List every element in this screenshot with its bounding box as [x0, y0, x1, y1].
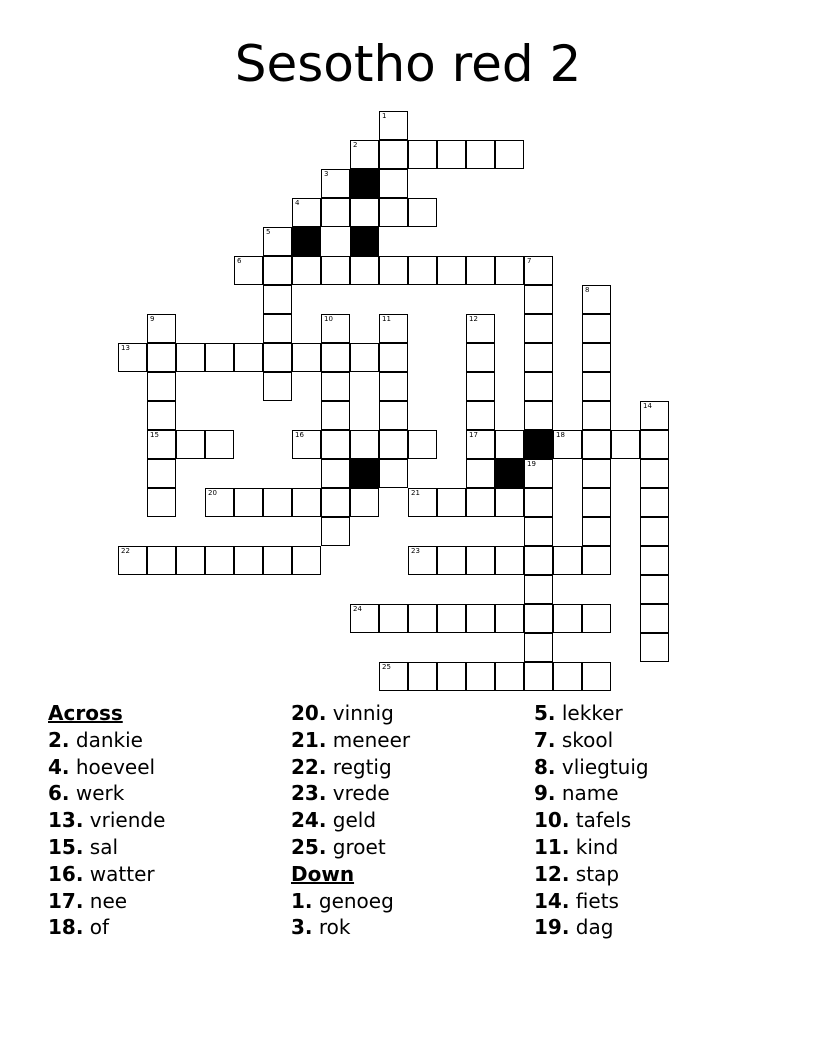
crossword-cell[interactable] [582, 488, 611, 517]
crossword-cell[interactable] [524, 662, 553, 691]
crossword-cell[interactable] [437, 662, 466, 691]
crossword-cell[interactable] [466, 401, 495, 430]
cell-number: 3 [324, 170, 329, 178]
crossword-cell[interactable] [205, 546, 234, 575]
cell-number: 1 [382, 112, 387, 120]
crossword-cell[interactable] [466, 140, 495, 169]
crossword-cell[interactable] [379, 256, 408, 285]
crossword-cell[interactable] [263, 314, 292, 343]
crossword-cell[interactable] [321, 517, 350, 546]
crossword-cell[interactable] [582, 459, 611, 488]
crossword-cell[interactable] [495, 140, 524, 169]
crossword-cell[interactable] [263, 256, 292, 285]
cell-number: 16 [295, 431, 304, 439]
cell-number: 13 [121, 344, 130, 352]
crossword-cell[interactable] [582, 430, 611, 459]
crossword-cell[interactable] [350, 256, 379, 285]
crossword-cell[interactable] [379, 662, 408, 691]
crossword-cell[interactable] [321, 314, 350, 343]
crossword-cell[interactable] [466, 430, 495, 459]
crossword-cell[interactable] [350, 140, 379, 169]
crossword-cell[interactable] [408, 140, 437, 169]
clue-across-15: 15. sal [48, 834, 119, 859]
crossword-cell[interactable] [234, 256, 263, 285]
crossword-cell[interactable] [205, 488, 234, 517]
crossword-cell[interactable] [408, 488, 437, 517]
clue-down-14: 14. fiets [534, 888, 619, 913]
cell-number: 20 [208, 489, 217, 497]
crossword-cell[interactable] [147, 314, 176, 343]
crossword-cell[interactable] [147, 343, 176, 372]
crossword-cell[interactable] [553, 662, 582, 691]
crossword-cell[interactable] [321, 372, 350, 401]
crossword-cell[interactable] [292, 488, 321, 517]
cell-number: 12 [469, 315, 478, 323]
crossword-cell[interactable] [437, 140, 466, 169]
cell-number: 17 [469, 431, 478, 439]
crossword-cell[interactable] [379, 430, 408, 459]
crossword-cell[interactable] [350, 604, 379, 633]
crossword-cell[interactable] [176, 343, 205, 372]
clue-column-1 [48, 700, 165, 941]
crossword-cell[interactable] [379, 459, 408, 488]
crossword-cell[interactable] [437, 256, 466, 285]
crossword-cell[interactable] [321, 343, 350, 372]
crossword-cell[interactable] [640, 633, 669, 662]
crossword-cell[interactable] [379, 198, 408, 227]
clue-across-24: 24. geld [291, 808, 377, 833]
crossword-cell[interactable] [466, 256, 495, 285]
clue-across-18: 18. of [48, 915, 110, 940]
crossword-cell[interactable] [321, 256, 350, 285]
crossword-cell[interactable] [408, 198, 437, 227]
clue-down-7: 7. skool [534, 727, 614, 752]
crossword-cell[interactable] [379, 343, 408, 372]
crossword-cell[interactable] [466, 372, 495, 401]
crossword-cell[interactable] [466, 488, 495, 517]
cell-number: 21 [411, 489, 420, 497]
crossword-cell[interactable] [524, 343, 553, 372]
clue-across-23: 23. vrede [291, 781, 390, 806]
crossword-cell[interactable] [524, 285, 553, 314]
crossword-cell[interactable] [582, 401, 611, 430]
cell-number: 5 [266, 228, 271, 236]
crossword-cell[interactable] [437, 546, 466, 575]
crossword-cell[interactable] [640, 517, 669, 546]
crossword-cell[interactable] [321, 198, 350, 227]
crossword-cell[interactable] [234, 546, 263, 575]
cell-number: 23 [411, 547, 420, 555]
crossword-cell[interactable] [640, 546, 669, 575]
crossword-cell[interactable] [379, 372, 408, 401]
crossword-cell[interactable] [408, 604, 437, 633]
crossword-cell[interactable] [495, 662, 524, 691]
cell-number: 19 [527, 460, 536, 468]
crossword-cell[interactable] [524, 546, 553, 575]
crossword-cell[interactable] [379, 401, 408, 430]
crossword-cell[interactable] [524, 604, 553, 633]
crossword-cell[interactable] [611, 430, 640, 459]
crossword-cell[interactable] [176, 430, 205, 459]
crossword-cell[interactable] [466, 314, 495, 343]
clue-down-9: 9. name [534, 781, 619, 806]
clue-down-11: 11. kind [534, 834, 619, 859]
crossword-cell[interactable] [466, 459, 495, 488]
crossword-cell[interactable] [379, 314, 408, 343]
clue-column-3 [534, 700, 649, 941]
down-heading: Down [291, 861, 355, 886]
crossword-cell[interactable] [524, 575, 553, 604]
clue-across-25: 25. groet [291, 834, 386, 859]
crossword-cell[interactable] [350, 430, 379, 459]
crossword-cell[interactable] [437, 604, 466, 633]
crossword-cell[interactable] [147, 459, 176, 488]
crossword-cell[interactable] [147, 546, 176, 575]
crossword-cell[interactable] [640, 604, 669, 633]
crossword-cell[interactable] [147, 401, 176, 430]
crossword-cell[interactable] [640, 488, 669, 517]
cell-number: 9 [150, 315, 155, 323]
crossword-cell[interactable] [640, 575, 669, 604]
crossword-cell[interactable] [118, 546, 147, 575]
crossword-cell[interactable] [495, 430, 524, 459]
crossword-cell[interactable] [495, 488, 524, 517]
crossword-cell[interactable] [582, 517, 611, 546]
cell-number: 2 [353, 141, 358, 149]
clue-across-13: 13. vriende [48, 808, 166, 833]
crossword-cell[interactable] [321, 401, 350, 430]
cell-number: 18 [556, 431, 565, 439]
crossword-cell[interactable] [408, 662, 437, 691]
crossword-cell[interactable] [263, 285, 292, 314]
crossword-cell[interactable] [553, 604, 582, 633]
clue-down-19: 19. dag [534, 915, 614, 940]
clue-across-6: 6. werk [48, 781, 125, 806]
clue-across-22: 22. regtig [291, 754, 392, 779]
crossword-cell[interactable] [350, 198, 379, 227]
crossword-cell[interactable] [524, 459, 553, 488]
crossword-cell[interactable] [147, 488, 176, 517]
crossword-cell[interactable] [379, 111, 408, 140]
cell-number: 4 [295, 199, 300, 207]
cell-number: 6 [237, 257, 242, 265]
crossword-cell[interactable] [466, 662, 495, 691]
crossword-cell[interactable] [205, 430, 234, 459]
crossword-cell[interactable] [176, 546, 205, 575]
clue-across-4: 4. hoeveel [48, 754, 156, 779]
crossword-cell[interactable] [640, 401, 669, 430]
crossword-cell[interactable] [234, 488, 263, 517]
crossword-cell[interactable] [524, 401, 553, 430]
across-heading: Across [48, 701, 123, 725]
page-title: Sesotho red 2 [234, 35, 582, 93]
clue-down-10: 10. tafels [534, 808, 632, 833]
crossword-cell[interactable] [408, 430, 437, 459]
crossword-cell[interactable] [205, 343, 234, 372]
clue-down-5: 5. lekker [534, 701, 623, 725]
crossword-cell[interactable] [379, 140, 408, 169]
crossword-block [350, 459, 379, 488]
crossword-cell[interactable] [263, 488, 292, 517]
crossword-block [495, 459, 524, 488]
crossword-cell[interactable] [321, 169, 350, 198]
crossword-cell[interactable] [263, 546, 292, 575]
crossword-cell[interactable] [582, 604, 611, 633]
clue-column-2 [291, 700, 410, 941]
crossword-cell[interactable] [350, 343, 379, 372]
crossword-cell[interactable] [582, 546, 611, 575]
crossword-cell[interactable] [408, 546, 437, 575]
clue-across-2: 2. dankie [48, 727, 143, 752]
crossword-cell[interactable] [582, 314, 611, 343]
clue-across-16: 16. watter [48, 861, 155, 886]
crossword-cell[interactable] [466, 343, 495, 372]
crossword-cell[interactable] [524, 488, 553, 517]
crossword-cell[interactable] [321, 459, 350, 488]
crossword-cell[interactable] [292, 198, 321, 227]
crossword-cell[interactable] [582, 372, 611, 401]
crossword-cell[interactable] [408, 256, 437, 285]
crossword-cell[interactable] [524, 372, 553, 401]
crossword-block [350, 169, 379, 198]
crossword-cell[interactable] [292, 256, 321, 285]
crossword-cell[interactable] [263, 227, 292, 256]
crossword-cell[interactable] [263, 372, 292, 401]
crossword-block [292, 227, 321, 256]
cell-number: 8 [585, 286, 590, 294]
clue-across-20: 20. vinnig [291, 701, 394, 725]
cell-number: 25 [382, 663, 391, 671]
crossword-cell[interactable] [292, 430, 321, 459]
crossword-cell[interactable] [292, 343, 321, 372]
crossword-cell[interactable] [292, 546, 321, 575]
crossword-cell[interactable] [379, 169, 408, 198]
clue-down-12: 12. stap [534, 861, 620, 886]
crossword-cell[interactable] [321, 488, 350, 517]
clue-across-17: 17. nee [48, 888, 128, 913]
crossword-cell[interactable] [495, 546, 524, 575]
crossword-cell[interactable] [524, 256, 553, 285]
crossword-cell[interactable] [553, 546, 582, 575]
crossword-cell[interactable] [582, 662, 611, 691]
crossword-cell[interactable] [553, 430, 582, 459]
crossword-cell[interactable] [466, 604, 495, 633]
crossword-cell[interactable] [640, 459, 669, 488]
crossword-cell[interactable] [640, 430, 669, 459]
crossword-cell[interactable] [524, 517, 553, 546]
crossword-cell[interactable] [147, 372, 176, 401]
crossword-block [350, 227, 379, 256]
crossword-cell[interactable] [466, 546, 495, 575]
crossword-block [524, 430, 553, 459]
cell-number: 15 [150, 431, 159, 439]
crossword-cell[interactable] [263, 343, 292, 372]
cell-number: 11 [382, 315, 391, 323]
crossword-cell[interactable] [582, 343, 611, 372]
crossword-cell[interactable] [350, 488, 379, 517]
crossword-cell[interactable] [147, 430, 176, 459]
cell-number: 22 [121, 547, 130, 555]
crossword-cell[interactable] [495, 604, 524, 633]
crossword-cell[interactable] [118, 343, 147, 372]
crossword-cell[interactable] [524, 633, 553, 662]
clue-down-1: 1. genoeg [291, 888, 394, 913]
cell-number: 7 [527, 257, 532, 265]
crossword-cell[interactable] [437, 488, 466, 517]
cell-number: 10 [324, 315, 333, 323]
crossword-cell[interactable] [524, 314, 553, 343]
clue-across-21: 21. meneer [291, 727, 411, 752]
crossword-cell[interactable] [495, 256, 524, 285]
clue-down-8: 8. vliegtuig [534, 754, 649, 779]
crossword-cell[interactable] [582, 285, 611, 314]
cell-number: 14 [643, 402, 652, 410]
cell-number: 24 [353, 605, 362, 613]
crossword-cell[interactable] [379, 604, 408, 633]
clue-down-3: 3. rok [291, 915, 351, 940]
crossword-cell[interactable] [321, 430, 350, 459]
crossword-cell[interactable] [234, 343, 263, 372]
